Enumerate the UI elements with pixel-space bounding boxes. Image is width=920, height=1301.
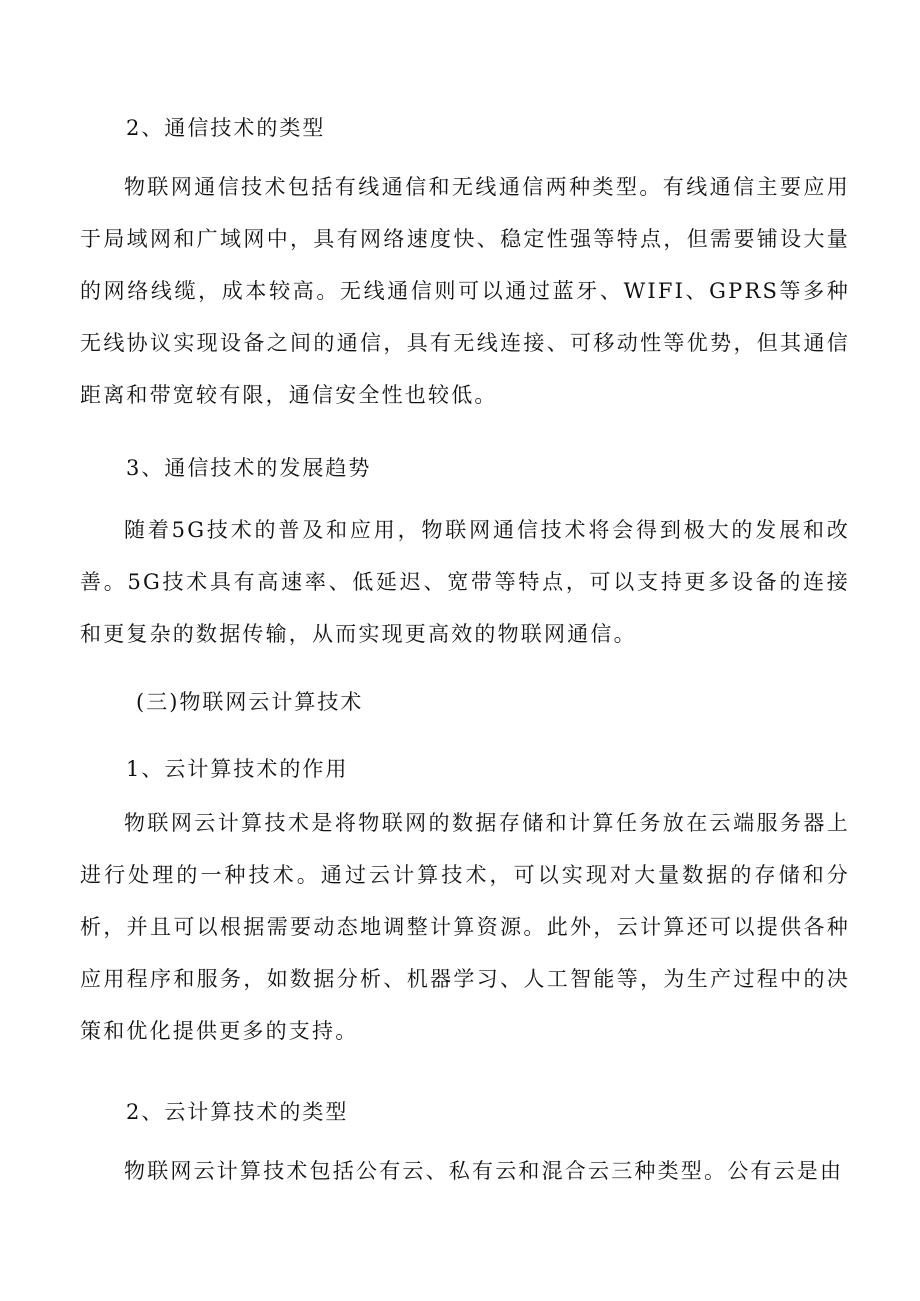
paragraph-communication-trends: 随着5G技术的普及和应用，物联网通信技术将会得到极大的发展和改善。5G技术具有高速率、低延迟、宽带等特点，可以支持更多设备的连接和更复杂的数据传输，从而实现更高效的物联网通信。	[80, 518, 850, 646]
paragraph-cloud-role: 物联网云计算技术是将物联网的数据存储和计算任务放在云端服务器上进行处理的一种技术。通过云计算技术，可以实现对大量数据的存储和分析，并且可以根据需要动态地调整计算资源。此外，云计算还可以提供各种应用程序和服务，如数据分析、机器学习、人工智能等，为生产过程中的决策和优化提供更多的支持。	[80, 811, 850, 1043]
section-heading-communication-trends: 3、通信技术的发展趋势	[126, 456, 372, 480]
section-heading-cloud-types: 2、云计算技术的类型	[126, 1100, 349, 1124]
chapter-heading-cloud-computing: (三)物联网云计算技术	[136, 690, 364, 714]
section-heading-cloud-role: 1、云计算技术的作用	[126, 757, 349, 781]
section-heading-communication-types: 2、通信技术的类型	[126, 116, 326, 140]
paragraph-communication-types: 物联网通信技术包括有线通信和无线通信两种类型。有线通信主要应用于局域网和广域网中，具有网络速度快、稳定性强等特点，但需要铺设大量的网络线缆，成本较高。无线通信则可以通过蓝牙、WIFI、GPRS等多种无线协议实现设备之间的通信，具有无线连接、可移动性等优势，但其通信距离和带宽较有限，通信安全性也较低。	[80, 175, 850, 407]
paragraph-cloud-types: 物联网云计算技术包括公有云、私有云和混合云三种类型。公有云是由	[124, 1159, 844, 1183]
